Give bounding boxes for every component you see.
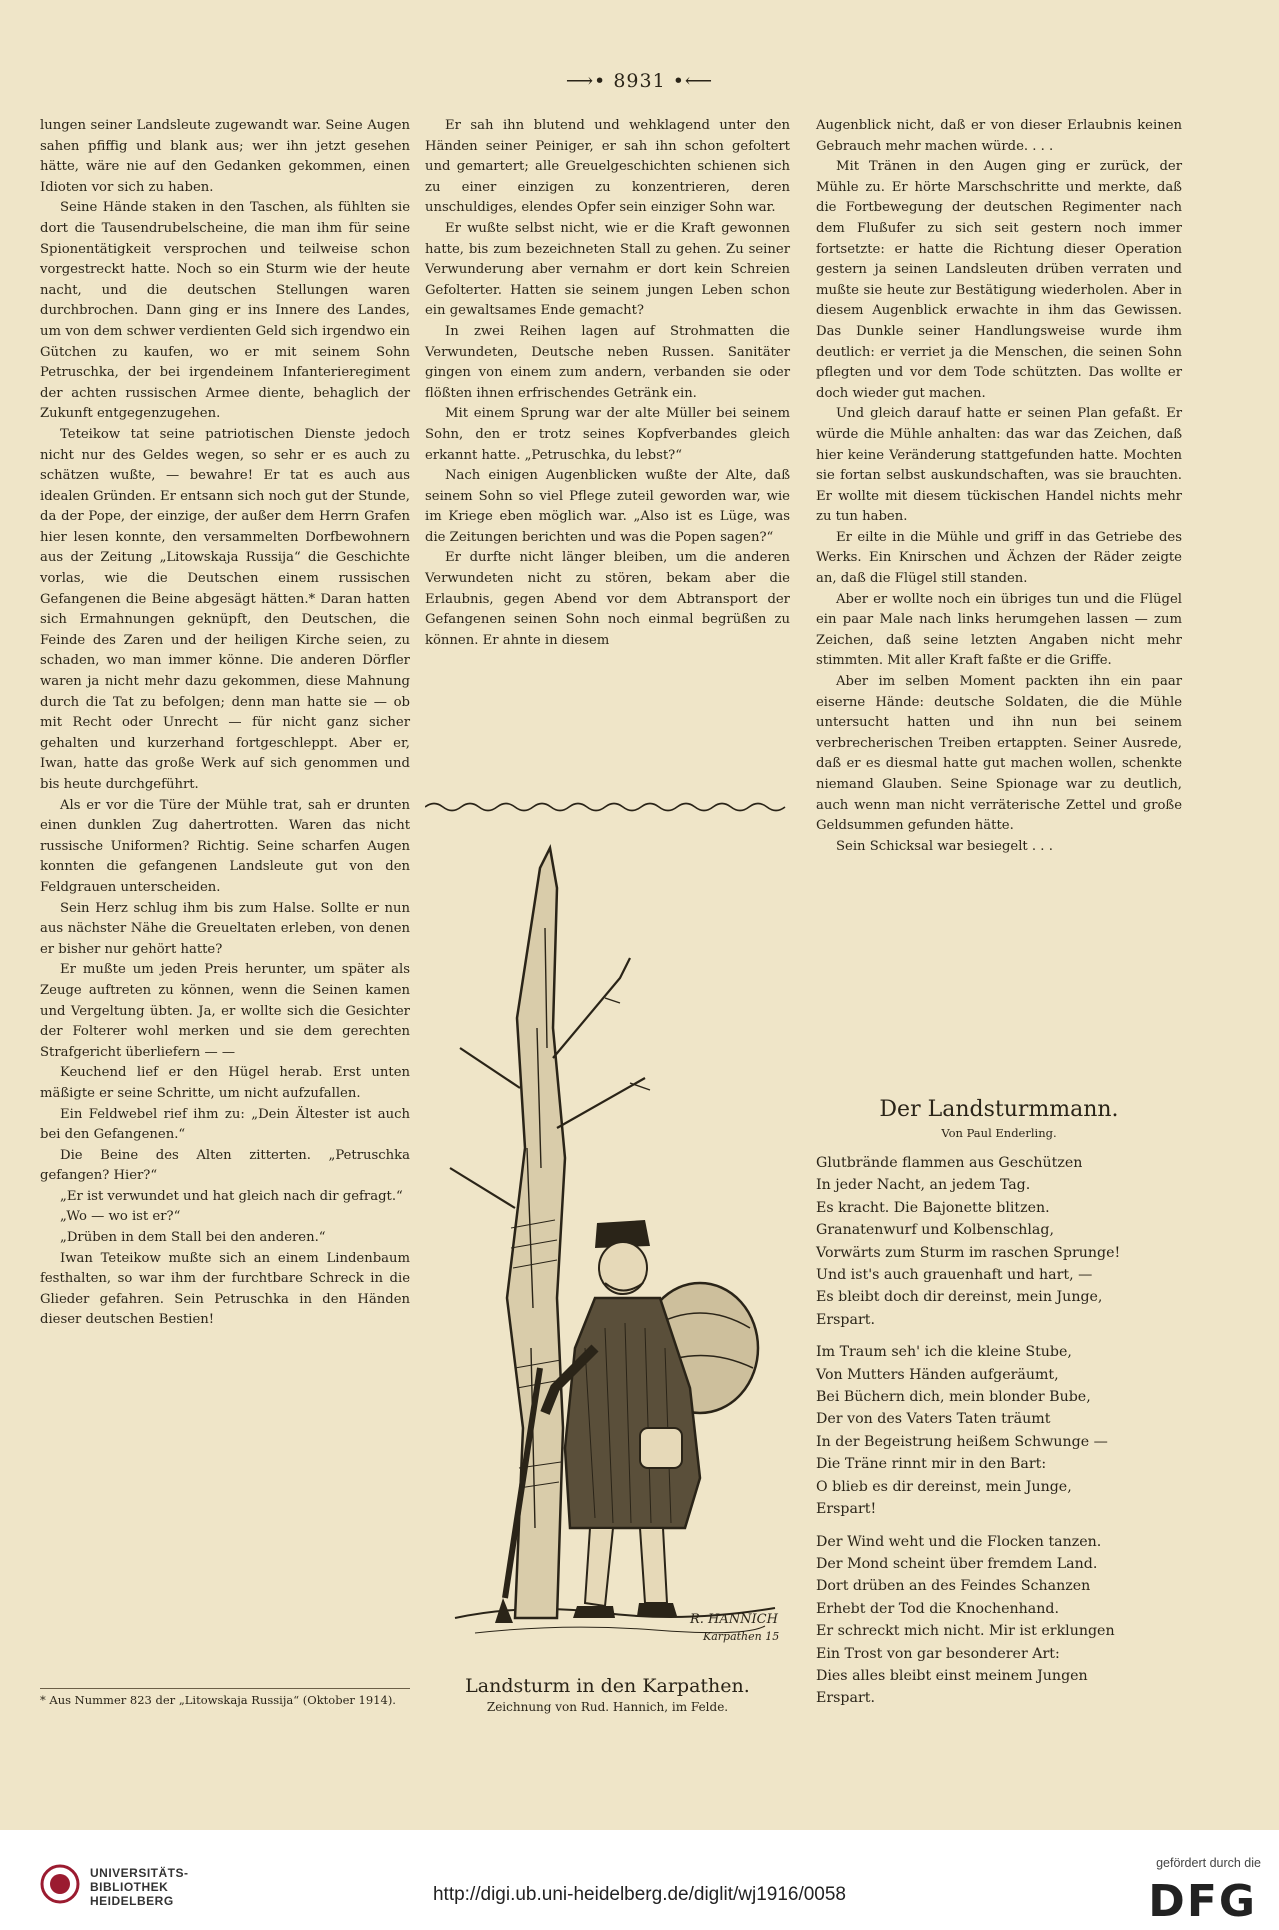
poem-line: Von Mutters Händen aufgeräumt, — [816, 1366, 1059, 1383]
paragraph: In zwei Reihen lagen auf Strohmatten die Verwundeten, Deutsche neben Russen. Sanitäter gingen von einem zum andern, verbanden sie oder flößten ihnen erfrischendes Getränk ein. — [425, 323, 790, 401]
poem-line: Er schreckt mich nicht. Mir ist erklungen — [816, 1623, 1115, 1640]
artist-signature: R. HANNICH — [690, 1612, 778, 1627]
paragraph: Mit einem Sprung war der alte Müller bei seinem Sohn, den er trotz seines Kopfverbandes gleich erkannt hatte. „Petruschka, du lebst?“ — [425, 406, 790, 463]
poem-line: Vorwärts zum Sturm im raschen Sprunge! — [816, 1244, 1121, 1261]
paragraph: Seine Hände staken in den Taschen, als fühlten sie dort die Tausendrubelscheine, die man ihm für seine Spionentätigkeit versprochen und teilweise schon vorgestreckt hatte. Noch so ein Sturm wie der heute nacht, und die deutschen Stellungen waren durchbrochen. Dann ging er ins Innere des Landes, um von dem schwer verdienten Geld sich irgendwo ein Gütchen zu kaufen, wo er mit seinem Sohn Petruschka, der bei irgendeinem Infanterieregiment der achten russischen Armee diente, behaglich der Zukunft entgegenzugehen. — [40, 200, 410, 422]
poem-line: O blieb es dir dereinst, mein Junge, — [816, 1478, 1072, 1495]
paragraph: Aber er wollte noch ein übriges tun und die Flügel ein paar Male nach links herumgehen lassen — zum Zeichen, daß seine letzten Angaben nicht mehr stimmten. Mit aller Kraft faßte er die Griffe. — [816, 591, 1182, 669]
library-name-line: BIBLIOTHEK — [90, 1880, 169, 1894]
page-number: ⟶• 8931 •⟵ — [565, 70, 714, 92]
paragraph: Mit Tränen in den Augen ging er zurück, der Mühle zu. Er hörte Marschschritte und merkte, daß die Fortbewegung der deutschen Regimenter nach dem Flußufer zu sich seit gestern noch immer fortsetzte: er hatte die Richtung dieser Operation gestern ja seinen Landsleuten drüben verraten und mußte sie heute zur Bestätigung wiederholen. Aber in diesem Augenblick erwachte in ihm das Gewissen. Das Dunkle seiner Handlungsweise wurde ihm deutlich: er verriet ja die Menschen, die seinen Sohn pflegten und vor dem Tode schützten. Das wollte er doch wieder gut machen. — [816, 159, 1182, 401]
poem-line: Bei Büchern dich, mein blonder Bube, — [816, 1389, 1091, 1406]
paragraph: Er durfte nicht länger bleiben, um die anderen Verwundeten nicht zu stören, bekam aber die Erlaubnis, gegen Abend vor dem Abtransport der Gefangenen seinen Sohn noch einmal begrüßen zu können. Er ahnte in diesem — [425, 550, 790, 648]
paragraph: Er eilte in die Mühle und griff in das Getriebe des Werks. Ein Knirschen und Ächzen der Räder zeigte an, daß die Flügel still standen. — [816, 529, 1182, 587]
library-name-line: HEIDELBERG — [90, 1894, 174, 1908]
digitization-footer — [0, 1830, 1279, 1930]
text-column-3 — [816, 116, 1182, 857]
paragraph: Er wußte selbst nicht, wie er die Kraft gewonnen hatte, bis zum bezeichneten Stall zu gehen. Zu seiner Verwunderung aber vernahm er dort kein Schreien Gefolterter. Hatten sie seinem jungen Leben schon ein gewaltsames Ende gemacht? — [425, 220, 790, 319]
poem-line: Der Wind weht und die Flocken tanzen. — [816, 1533, 1102, 1550]
poem-line: Dies alles bleibt einst meinem Jungen — [816, 1667, 1088, 1684]
paragraph: Er sah ihn blutend und wehklagend unter den Händen seiner Peiniger, er sah ihn schon gefoltert und gemartert; alle Greuelgeschichten schienen sich zu einer einzigen zu konzentrieren, deren unschuldiges, elendes Opfer sein einziger Sohn war. — [425, 118, 790, 216]
poem-line: Im Traum seh' ich die kleine Stube, — [816, 1344, 1072, 1361]
paragraph: Iwan Teteikow mußte sich an einem Lindenbaum festhalten, so war ihm der furchtbare Schreck in die Glieder gefahren. Sein Petruschka in den Händen dieser deutschen Bestien! — [40, 1250, 410, 1328]
paragraph: „Drüben in dem Stall bei den anderen.“ — [60, 1230, 326, 1246]
poem-line: Ein Trost von gar besonderer Art: — [816, 1645, 1060, 1662]
poem-line: Glutbrände flammen aus Geschützen — [816, 1155, 1083, 1171]
poem-body — [816, 1152, 1182, 1720]
soldier-illustration — [445, 828, 790, 1670]
paragraph: lungen seiner Landsleute zugewandt war. Seine Augen sahen pfiffig und blank aus; wer ihn jetzt gesehen hätte, wäre nie auf den Gedanken gekommen, einen Idioten vor sich zu haben. — [40, 118, 410, 195]
paragraph: Die Beine des Alten zitterten. „Petruschka gefangen? Hier?“ — [40, 1147, 410, 1184]
poem-stanza — [816, 1531, 1182, 1710]
text-column-1 — [40, 116, 410, 1331]
paragraph: Nach einigen Augenblicken wußte der Alte, daß seinem Sohn so viel Pflege zuteil geworden war, wie im Kriege eben möglich war. „Also ist es Lüge, was die Zeitungen berichten und was die Popen sagen?“ — [425, 468, 790, 545]
poem-line: Erspart. — [816, 1690, 875, 1707]
paragraph: Ein Feldwebel rief ihm zu: „Dein Ältester ist auch bei den Gefangenen.“ — [40, 1106, 410, 1143]
poem-line: Es bleibt doch dir dereinst, mein Junge, — [816, 1289, 1103, 1306]
caption-credit: Zeichnung von Rud. Hannich, im Felde. — [486, 1700, 729, 1714]
poem-line: Erspart. — [816, 1311, 875, 1328]
paragraph: Aber im selben Moment packten ihn ein paar eiserne Hände: deutsche Soldaten, die die Mühle untersucht hatten und ihn nun bei seinem verbrecherischen Treiben ertappten. Seiner Ausrede, daß er es diesmal hatte gut machen wollen, schenkte niemand Glauben. Seine Spionage war zu deutlich, auch wenn man nicht verräterische Zettel und große Geldsummen gefunden hätte. — [816, 674, 1182, 834]
poem-line: Die Träne rinnt mir in den Bart: — [816, 1456, 1047, 1473]
poem-author: Von Paul Enderling. — [941, 1126, 1057, 1140]
paragraph: Als er vor die Türe der Mühle trat, sah er drunten einen dunklen Zug dahertrotten. Waren das nicht russische Uniformen? Richtig. Seine scharfen Augen konnten die gefangenen Landsleute gut von den Feldgrauen unterscheiden. — [40, 797, 410, 895]
text-column-2 — [425, 116, 790, 651]
wavy-divider — [425, 800, 790, 814]
footnote: * Aus Nummer 823 der „Litowskaja Russija“ (Oktober 1914). — [40, 1688, 410, 1709]
poem-line: In jeder Nacht, an jedem Tag. — [816, 1177, 1031, 1194]
paragraph: Augenblick nicht, daß er von dieser Erlaubnis keinen Gebrauch mehr machen würde. . . . — [816, 118, 1182, 154]
poem-line: Granatenwurf und Kolbenschlag, — [816, 1222, 1054, 1239]
caption-title: Landsturm in den Karpathen. — [465, 1675, 750, 1697]
poem-title: Der Landsturmmann. — [879, 1097, 1119, 1122]
poem-stanza — [816, 1341, 1182, 1520]
poem-stanza — [816, 1152, 1182, 1331]
dfg-logo: DFG — [1148, 1876, 1257, 1927]
paragraph: Teteikow tat seine patriotischen Dienste jedoch nicht nur des Geldes wegen, so sehr er es auch zu schätzen wußte, — bewahre! Er tat es auch aus idealen Gründen. Er entsann sich noch gut der Stunde, da der Pope, der einzige, der außer dem Herrn Grafen hier lesen konnte, den versammelten Dorfbewohnern aus der Zeitung „Litowskaja Russija“ die Geschichte vorlas, wie die Deutschen einem russischen Gefangenen die Beine abgesägt hätten.* Daran hatten sich Ermahnungen geknüpft, den Deutschen, die Feinde des Zaren und der heiligen Kirche seien, zu schaden, wo man immer könne. Die anderen Dörfler waren ja nicht mehr dazu gekommen, diese Mahnung durch die Tat zu befolgen; denn man hatte sie — ob mit Recht oder Unrecht — für nicht ganz sicher gehalten und kurzerhand fortgeschleppt. Aber er, Iwan, hatte das große Werk auf sich genommen und bis heute durchgeführt. — [40, 426, 410, 792]
library-name-line: UNIVERSITÄTS- — [90, 1866, 189, 1880]
poem-line: Erhebt der Tod die Knochenhand. — [816, 1600, 1059, 1617]
poem-line: Der Mond scheint über fremdem Land. — [816, 1555, 1098, 1572]
paragraph: „Er ist verwundet und hat gleich nach dir gefragt.“ — [60, 1188, 403, 1204]
paragraph: Er mußte um jeden Preis herunter, um später als Zeuge auftreten zu können, wenn die Seinen kamen und Vergeltung übten. Ja, er wollte sich die Gesichter der Folterer wohl merken und sie dem gerechten Strafgericht überliefern — — — [40, 962, 410, 1060]
artist-signature-place: Karpathen 15 — [703, 1630, 780, 1643]
poem-line: Dort drüben an des Feindes Schanzen — [816, 1578, 1091, 1595]
paragraph: Keuchend lief er den Hügel herab. Erst unten mäßigte er seine Schritte, um nicht aufzufallen. — [40, 1065, 410, 1101]
poem-line: Und ist's auch grauenhaft und hart, — — [816, 1267, 1093, 1284]
paragraph: Sein Schicksal war besiegelt . . . — [836, 838, 1053, 854]
paragraph: „Wo — wo ist er?“ — [60, 1209, 181, 1225]
poem-line: Erspart! — [816, 1501, 877, 1518]
funding-note: gefördert durch die — [1156, 1856, 1261, 1870]
paragraph: Und gleich darauf hatte er seinen Plan gefaßt. Er würde die Mühle anhalten: das war das Zeichen, daß hier keine Veränderung stattgefunden hatte. Mochten sie fortan selbst auskundschaften, was sie brauchten. Er wollte mit diesem tückischen Handel nichts mehr zu tun haben. — [816, 406, 1182, 525]
poem-line: Der von des Vaters Taten träumt — [816, 1411, 1051, 1428]
illustration-caption — [425, 1674, 790, 1716]
poem-line: Es kracht. Die Bajonette blitzen. — [816, 1199, 1050, 1216]
source-url-link[interactable]: http://digi.ub.uni-heidelberg.de/diglit/wj1916/0058 — [432, 1884, 847, 1905]
paragraph: Sein Herz schlug ihm bis zum Halse. Sollte er nun aus nächster Nähe die Greueltaten erleben, von denen er bisher nur gehört hatte? — [40, 900, 410, 957]
poem-line: In der Begeistrung heißem Schwunge — — [816, 1433, 1108, 1450]
